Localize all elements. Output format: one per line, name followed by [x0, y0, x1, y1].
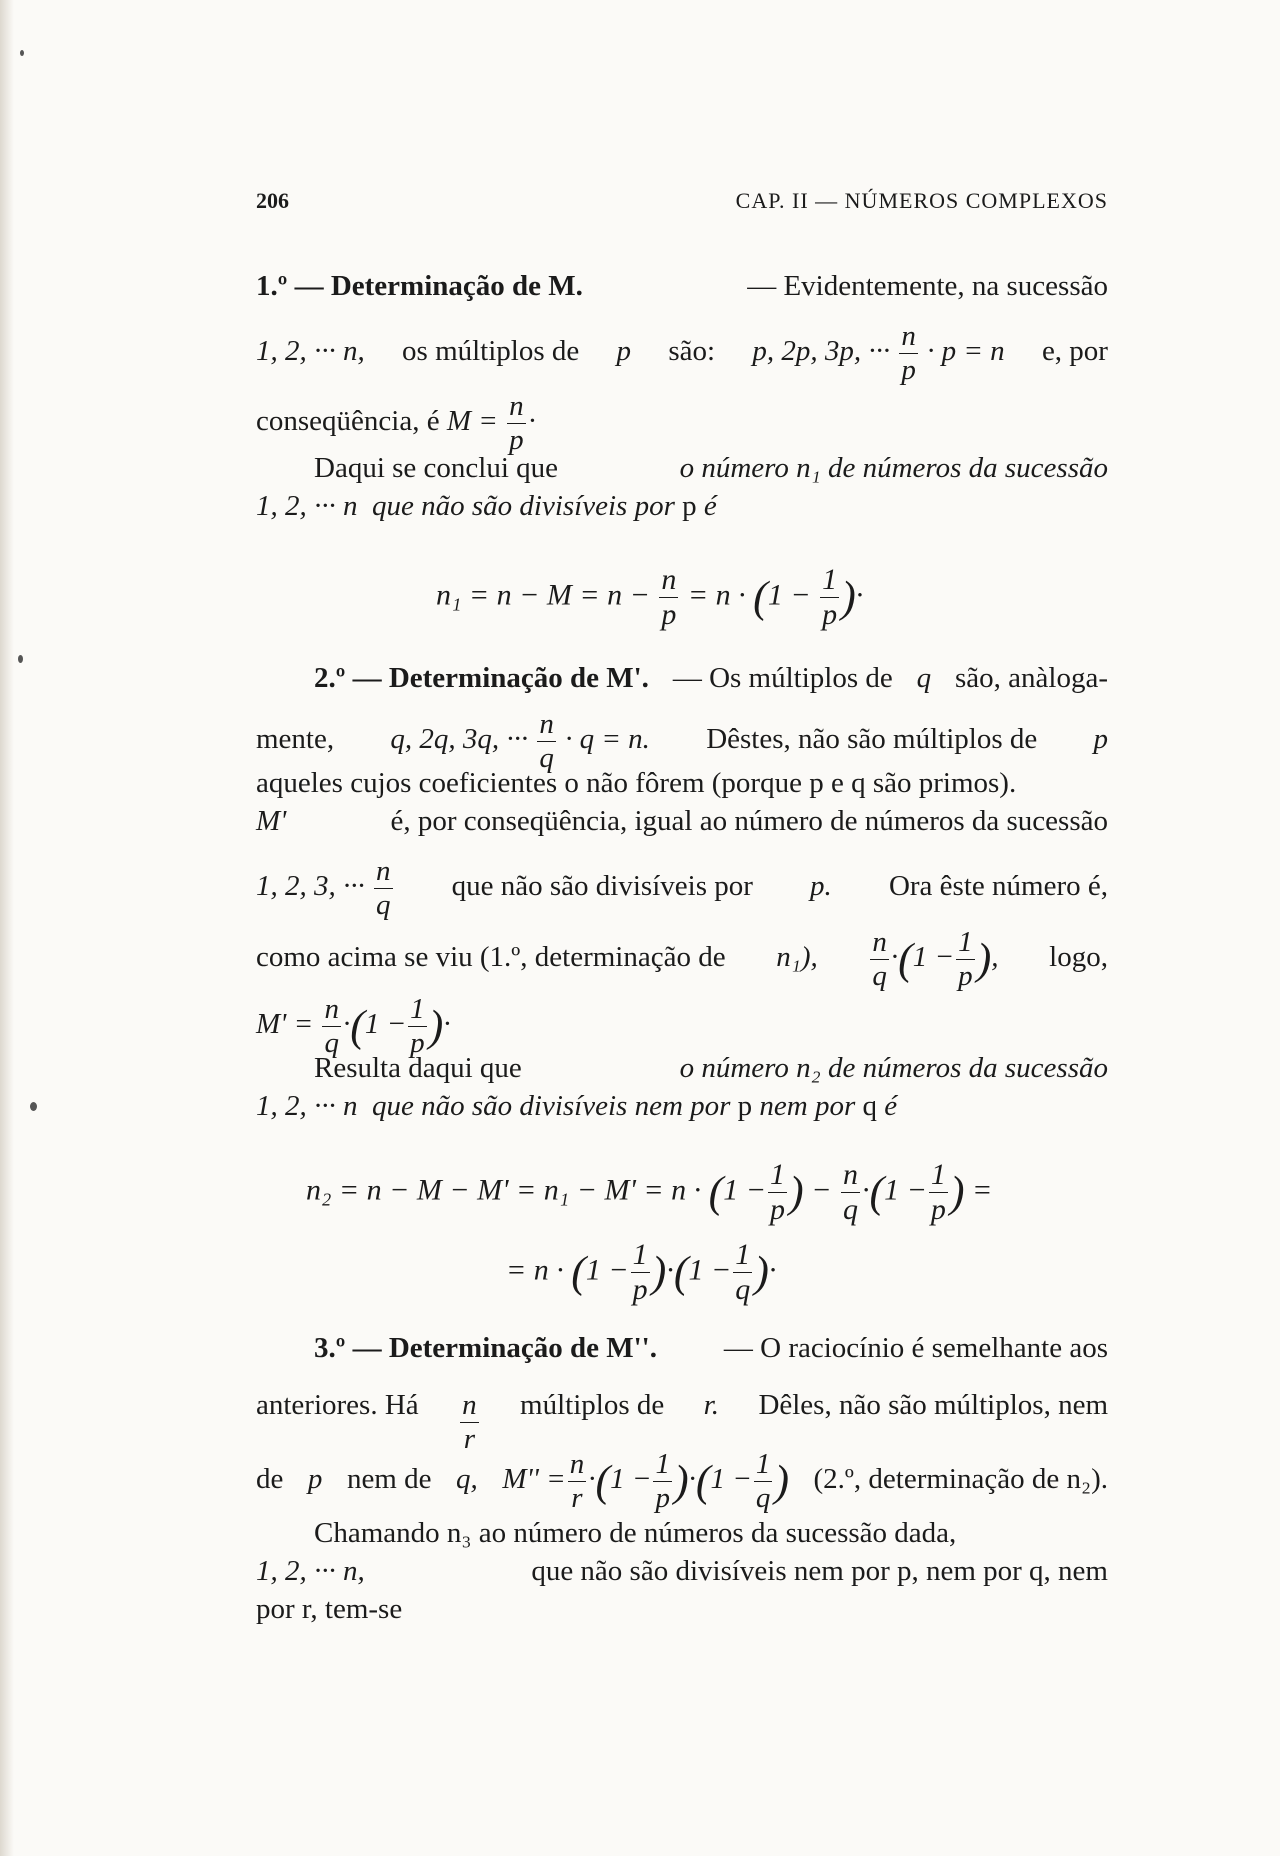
sec1-heading: 1.º — Determinação de M. [256, 270, 583, 302]
sec1-para-line1: Daqui se conclui que o número n₁ de números da sucessão [314, 452, 1108, 484]
formula-n1: n₁ = n − M = n − $\frac{n}{p}$ = n · (1 − $\frac{1}{p}$ )· [436, 563, 864, 631]
sec2-line6: como acima se viu (1.º, determinação de n₁), $\frac{n}{q}$ ·(1 − $\frac{1}{p}$ ), logo, [256, 926, 1108, 992]
sec1-line3: conseqüência, é M = $\frac{n}{p}$ · [256, 390, 538, 456]
fraction-n-over-p: $\frac{n}{p}$ [509, 390, 524, 456]
sec3-line1: 3.º — Determinação de M''. — O raciocínio é semelhante aos [314, 1332, 1108, 1364]
sec3-line3: de p nem de q, M'' = $\frac{n}{r}$ ·(1 − $\frac{1}{p}$ )·(1 − $\frac{1}{q}$ ) (2.º, determinação de n₂). [256, 1448, 1108, 1514]
formula-n2-cont: = n · (1 − $\frac{1}{p}$ )·(1 − $\frac{1}{q}$ )· [506, 1238, 777, 1306]
fraction-n-over-p: $\frac{n}{p}$ [901, 320, 916, 386]
sec3-para-line2: 1, 2, ··· n, que não são divisíveis nem por p, nem por q, nem [256, 1555, 1108, 1587]
sec1-l2-text: os múltiplos de [402, 335, 580, 368]
sec2-line1: 2.º — Determinação de M'. — Os múltiplos de q são, anàloga- [314, 662, 1108, 694]
sec3-line2: anteriores. Há $\frac{n}{r}$ múltiplos de r. Dêles, não são múltiplos, nem [256, 1389, 1108, 1455]
sec1-para-line2: 1, 2, ··· n que não são divisíveis por p é [256, 490, 717, 522]
running-title: CAP. II — NÚMEROS COMPLEXOS [735, 188, 1108, 213]
speck [30, 1102, 37, 1111]
page-edge-shadow [0, 0, 14, 1856]
speck [18, 655, 23, 663]
sec2-line5: 1, 2, 3, ··· $\frac{n}{q}$ que não são divisíveis por p. Ora êste número é, [256, 855, 1108, 921]
sec3-para-line3: por r, tem-se [256, 1593, 403, 1625]
sec1-l2-text2: são: [668, 335, 716, 368]
sec2-line7: M' = $\frac{n}{q}$ ·(1 − $\frac{1}{p}$ )· [256, 993, 451, 1059]
sec3-para-line1: Chamando n₃ ao número de números da sucessão dada, [314, 1517, 957, 1549]
sec2-para-line1: Resulta daqui que o número n₂ de números da sucessão [314, 1052, 1108, 1084]
sec1-l2-seq: 1, 2, ··· n, [256, 335, 365, 368]
sec2-line4: M' é, por conseqüência, igual ao número de números da sucessão [256, 805, 1108, 837]
sec1-l1-text: — Evidentemente, na sucessão [747, 270, 1108, 302]
sec1-l2-p: p [616, 335, 632, 368]
formula-n2: n₂ = n − M − M' = n₁ − M' = n · (1 − $\frac{1}{p}$ ) − $\frac{n}{q}$ ·(1 − $\frac{1}{p}$ ) = [306, 1158, 993, 1226]
sec1-l2-list: p, 2p, 3p, ··· $\frac{n}{p}$ · p = n [752, 320, 1005, 386]
page-number: 206 [256, 188, 289, 213]
sec2-para-line2: 1, 2, ··· n que não são divisíveis nem por p nem por q é [256, 1090, 898, 1122]
sec1-line2 [256, 322, 1108, 385]
sec1-line1 [256, 268, 1108, 304]
sec2-line3: aqueles cujos coeficientes o não fôrem (porque p e q são primos). [256, 767, 1017, 799]
sec2-line2: mente, q, 2q, 3q, ··· $\frac{n}{q}$ · q = n. Dêstes, não são múltiplos de p [256, 708, 1108, 774]
speck [20, 50, 24, 56]
sec1-l2-text3: e, por [1041, 335, 1108, 368]
